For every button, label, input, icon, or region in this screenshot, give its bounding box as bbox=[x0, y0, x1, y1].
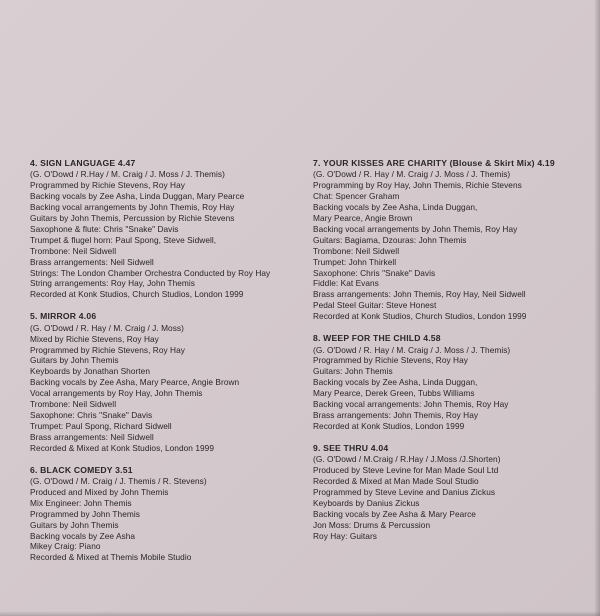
credit-line: (G. O'Dowd / R. Hay / M. Craig / J. Moss) bbox=[30, 322, 184, 333]
credit-line: Backing vocal arrangements: John Themis, Roy Hay bbox=[313, 399, 509, 410]
credit-line: Mixed by Richie Stevens, Roy Hay bbox=[30, 333, 159, 344]
track-5 bbox=[30, 311, 295, 453]
credit-line: Mary Pearce, Angie Brown bbox=[313, 213, 413, 224]
credit-line: Trombone: Neil Sidwell bbox=[30, 399, 117, 410]
credit-line: Backing vocals by Zee Asha, Linda Duggan, bbox=[313, 377, 478, 388]
credit-line: Trumpet & flugel horn: Paul Spong, Steve Sidwell, bbox=[30, 234, 217, 245]
page-bottom-shadow bbox=[0, 611, 600, 616]
track-title: 5. MIRROR 4.06 bbox=[30, 311, 97, 322]
credit-line: Mary Pearce, Derek Green, Tubbs Williams bbox=[313, 388, 475, 399]
track-title: 7. YOUR KISSES ARE CHARITY (Blouse & Skirt Mix) 4.19 bbox=[313, 158, 555, 168]
credit-line: Jon Moss: Drums & Percussion bbox=[313, 519, 431, 530]
credit-line: Chat: Spencer Graham bbox=[313, 191, 400, 202]
credit-line: Programmed by Richie Stevens, Roy Hay bbox=[30, 180, 185, 191]
credit-line: (G. O'Dowd / M. Craig / J. Themis / R. Stevens) bbox=[30, 475, 207, 486]
credit-line: Fiddle: Kat Evans bbox=[313, 278, 379, 289]
credit-line: Backing vocal arrangements by John Themis, Roy Hay bbox=[313, 223, 518, 234]
credit-line: Recorded at Konk Studios, Church Studios, London 1999 bbox=[30, 289, 244, 300]
credit-line: Roy Hay: Guitars bbox=[313, 530, 377, 541]
credit-line: Strings: The London Chamber Orchestra Conducted by Roy Hay bbox=[30, 267, 271, 278]
credit-line: Guitars by John Themis bbox=[30, 355, 119, 366]
credit-line: Recorded & Mixed at Konk Studios, London 1999 bbox=[30, 442, 214, 453]
track-7 bbox=[313, 158, 588, 322]
credit-line: Backing vocals by Zee Asha & Mary Pearce bbox=[313, 508, 476, 519]
credit-line: (G. O'Dowd / R.Hay / M. Craig / J. Moss / J. Themis) bbox=[30, 169, 225, 180]
credit-line: Guitars: John Themis bbox=[313, 366, 393, 377]
credit-line: Guitars by John Themis bbox=[30, 519, 119, 530]
credit-line: (G. O'Dowd / R. Hay / M. Craig / J. Moss / J. Themis) bbox=[313, 169, 511, 180]
credit-line: Saxophone: Chris "Snake" Davis bbox=[30, 409, 153, 420]
credit-line: Recorded & Mixed at Themis Mobile Studio bbox=[30, 552, 192, 563]
credit-line: Keyboards by Danius Zickus bbox=[313, 497, 420, 508]
track-title: 9. SEE THRU 4.04 bbox=[313, 442, 389, 453]
credit-line: Recorded at Konk Studios, London 1999 bbox=[313, 420, 465, 431]
credit-line: Keyboards by Jonathan Shorten bbox=[30, 366, 150, 377]
credit-line: (G. O'Dowd / R. Hay / M. Craig / J. Moss / J. Themis) bbox=[313, 344, 511, 355]
credit-line: Backing vocals by Zee Asha, Linda Duggan, bbox=[313, 202, 478, 213]
credit-line: Pedal Steel Guitar: Steve Honest bbox=[313, 300, 437, 311]
credit-line: String arrangements: Roy Hay, John Themis bbox=[30, 278, 195, 289]
credit-line: Brass arrangements: John Themis, Roy Hay, Neil Sidwell bbox=[313, 289, 526, 300]
credit-line: Backing vocals by Zee Asha, Mary Pearce, Angie Brown bbox=[30, 377, 240, 388]
credit-line: Trumpet: John Thirkell bbox=[313, 256, 397, 267]
credit-line: Recorded at Konk Studios, Church Studios, London 1999 bbox=[313, 311, 527, 322]
track-6 bbox=[30, 465, 295, 564]
credit-line: Brass arrangements: Neil Sidwell bbox=[30, 256, 154, 267]
credit-line: Produced and Mixed by John Themis bbox=[30, 486, 169, 497]
credit-line: Programmed by Richie Stevens, Roy Hay bbox=[313, 355, 468, 366]
credit-line: Recorded & Mixed at Man Made Soul Studio bbox=[313, 475, 479, 486]
credit-line: Programmed by John Themis bbox=[30, 508, 140, 519]
page-edge-shadow bbox=[594, 0, 600, 616]
credit-line: Produced by Steve Levine for Man Made Soul Ltd bbox=[313, 465, 499, 476]
track-8 bbox=[313, 333, 588, 432]
credit-line: (G. O'Dowd / M.Craig / R.Hay / J.Moss /J.Shorten) bbox=[313, 454, 501, 465]
credit-line: Mix Engineer: John Themis bbox=[30, 497, 132, 508]
left-column bbox=[30, 158, 295, 574]
track-title: 8. WEEP FOR THE CHILD 4.58 bbox=[313, 333, 441, 344]
credit-line: Programming by Roy Hay, John Themis, Richie Stevens bbox=[313, 180, 522, 191]
credit-line: Saxophone: Chris "Snake" Davis bbox=[313, 267, 436, 278]
credit-line: Trombone: Neil Sidwell bbox=[313, 245, 400, 256]
credit-line: Saxophone & flute: Chris "Snake" Davis bbox=[30, 223, 179, 234]
credit-line: Guitars: Bagiama, Dzouras: John Themis bbox=[313, 234, 467, 245]
right-column bbox=[313, 158, 588, 552]
credit-line: Brass arrangements: John Themis, Roy Hay bbox=[313, 409, 479, 420]
credit-line: Brass arrangements: Neil Sidwell bbox=[30, 431, 154, 442]
credit-line: Trumpet: Paul Spong, Richard Sidwell bbox=[30, 420, 172, 431]
track-9 bbox=[313, 443, 588, 542]
credit-line: Programmed by Steve Levine and Danius Zickus bbox=[313, 486, 496, 497]
credit-line: Trombone: Neil Sidwell bbox=[30, 245, 117, 256]
credit-line: Vocal arrangements by Roy Hay, John Themis bbox=[30, 388, 203, 399]
credit-line: Programmed by Richie Stevens, Roy Hay bbox=[30, 344, 185, 355]
credit-line: Backing vocals by Zee Asha, Linda Duggan, Mary Pearce bbox=[30, 191, 245, 202]
credit-line: Mikey Craig: Piano bbox=[30, 541, 101, 552]
track-title: 6. BLACK COMEDY 3.51 bbox=[30, 464, 133, 475]
track-title: 4. SIGN LANGUAGE 4.47 bbox=[30, 158, 136, 168]
credit-line: Backing vocals by Zee Asha bbox=[30, 530, 136, 541]
credit-line: Backing vocal arrangements by John Themis, Roy Hay bbox=[30, 202, 235, 213]
credit-line: Guitars by John Themis, Percussion by Richie Stevens bbox=[30, 213, 235, 224]
track-4 bbox=[30, 158, 295, 300]
